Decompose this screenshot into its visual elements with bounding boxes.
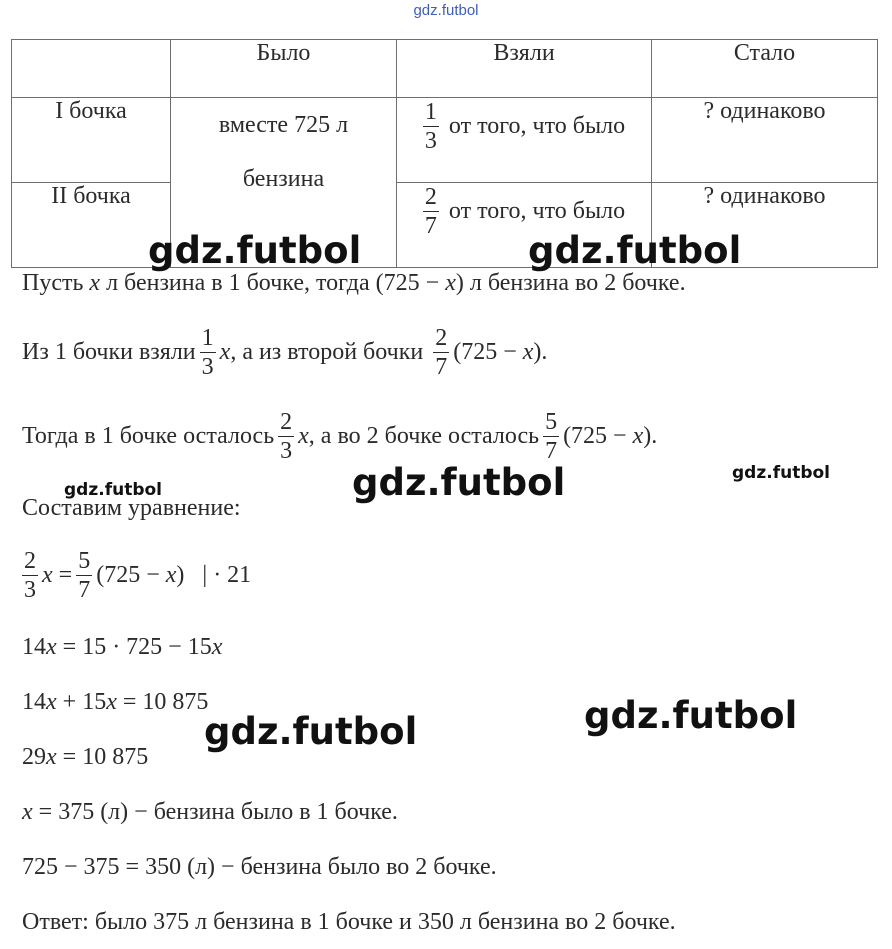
text-line-taken	[22, 326, 547, 379]
fraction-numerator: 2	[435, 325, 448, 351]
watermark-logo: gdz.futbol	[204, 710, 418, 753]
header-taken: Взяли	[397, 40, 652, 98]
fraction-denominator: 3	[201, 354, 214, 380]
text-segment: = 10 875	[62, 744, 149, 770]
text-line-compose: Составим уравнение:	[22, 495, 241, 521]
header-empty	[12, 40, 171, 98]
watermark-logo: gdz.futbol	[352, 461, 566, 504]
taken-text: от того, что было	[448, 198, 626, 224]
variable-x: x	[445, 270, 456, 296]
fraction	[433, 326, 449, 379]
text-line-remaining	[22, 410, 657, 463]
answer-line: Ответ: было 375 л бензина в 1 бочке и 350 л бензина во 2 бочке.	[22, 909, 676, 935]
fraction	[543, 410, 559, 463]
text-segment: 14	[22, 689, 46, 715]
variable-x: x	[219, 339, 231, 365]
text-segment: ) | · 21	[176, 562, 252, 588]
fraction-denominator: 7	[545, 438, 558, 464]
fraction-numerator: 5	[545, 409, 558, 435]
fraction-numerator: 2	[424, 184, 437, 210]
text-segment: л бензина в 1 бочке, тогда (725 −	[106, 270, 440, 296]
row-label-barrel-2: II бочка	[12, 183, 171, 268]
fraction-numerator: 2	[280, 409, 293, 435]
data-table	[11, 39, 878, 272]
top-watermark: gdz.futbol	[413, 2, 479, 19]
fraction-numerator: 1	[201, 325, 214, 351]
variable-x: x	[22, 799, 33, 825]
variable-x: x	[46, 634, 57, 660]
variable-x: x	[106, 689, 117, 715]
watermark-logo: gdz.futbol	[732, 463, 830, 483]
merged-was-line2: бензина	[242, 166, 325, 192]
fraction	[76, 549, 92, 602]
result-cell-barrel-2: ? одинаково	[652, 183, 878, 268]
equation-6: 725 − 375 = 350 (л) − бензина было во 2 бочке.	[22, 854, 497, 880]
result-cell-barrel-1: ? одинаково	[652, 98, 878, 183]
fraction	[200, 326, 216, 379]
variable-x: x	[165, 562, 177, 588]
equation-2	[22, 634, 222, 661]
fraction-numerator: 2	[24, 548, 36, 574]
text-segment: (725 −	[563, 423, 627, 449]
text-segment: (725 −	[453, 339, 517, 365]
text-segment: Тогда в 1 бочке осталось	[22, 423, 275, 449]
watermark-logo: gdz.futbol	[584, 694, 798, 737]
table-header-row	[12, 40, 878, 98]
watermark-logo: gdz.futbol	[528, 229, 742, 272]
variable-x: x	[522, 339, 534, 365]
fraction	[278, 410, 294, 463]
text-segment: = 375 (л) − бензина было в 1 бочке.	[38, 799, 398, 825]
text-segment: = 15 · 725 − 15	[62, 634, 212, 660]
variable-x: x	[298, 423, 309, 449]
fraction-denominator: 7	[424, 213, 437, 239]
fraction-denominator: 7	[435, 354, 448, 380]
text-line-let	[22, 270, 686, 297]
text-segment: Пусть	[22, 270, 84, 296]
equation-4	[22, 744, 148, 771]
variable-x: x	[632, 423, 644, 449]
merged-was-line1: вместе 725 л	[218, 112, 349, 138]
equation-5	[22, 799, 398, 826]
text-segment: 14	[22, 634, 46, 660]
text-segment: ).	[643, 423, 658, 449]
equation-3	[22, 689, 208, 716]
variable-x: x	[46, 744, 57, 770]
variable-x: x	[42, 562, 53, 588]
text-segment: = 10 875	[122, 689, 209, 715]
fraction-numerator: 5	[78, 548, 91, 574]
equation-1	[22, 549, 251, 602]
text-segment: (725 −	[96, 562, 160, 588]
text-segment: , а из второй бочки	[230, 339, 424, 365]
text-segment: Из 1 бочки взяли	[22, 339, 196, 365]
variable-x: x	[211, 634, 223, 660]
table-row	[12, 183, 878, 268]
header-was: Было	[171, 40, 397, 98]
header-became: Стало	[652, 40, 878, 98]
fraction-denominator: 7	[78, 577, 91, 603]
watermark-logo: gdz.futbol	[64, 480, 162, 500]
text-segment: 29	[22, 744, 46, 770]
text-segment: ).	[533, 339, 548, 365]
fraction-numerator: 1	[424, 99, 437, 125]
variable-x: x	[46, 689, 57, 715]
fraction-denominator: 3	[24, 577, 36, 603]
fraction-denominator: 3	[424, 128, 437, 154]
text-segment: , а во 2 бочке осталось	[308, 423, 540, 449]
fraction	[22, 549, 38, 602]
taken-cell-barrel-1	[397, 98, 652, 183]
text-segment: =	[58, 562, 73, 588]
fraction	[423, 185, 439, 238]
text-segment: ) л бензина во 2 бочке.	[455, 270, 686, 296]
row-label-barrel-1: I бочка	[12, 98, 171, 183]
text-segment: + 15	[62, 689, 107, 715]
watermark-logo: gdz.futbol	[148, 229, 362, 272]
fraction	[423, 100, 439, 153]
table-row	[12, 98, 878, 183]
taken-text: от того, что было	[448, 113, 626, 139]
variable-x: x	[89, 270, 101, 296]
fraction-denominator: 3	[280, 438, 293, 464]
